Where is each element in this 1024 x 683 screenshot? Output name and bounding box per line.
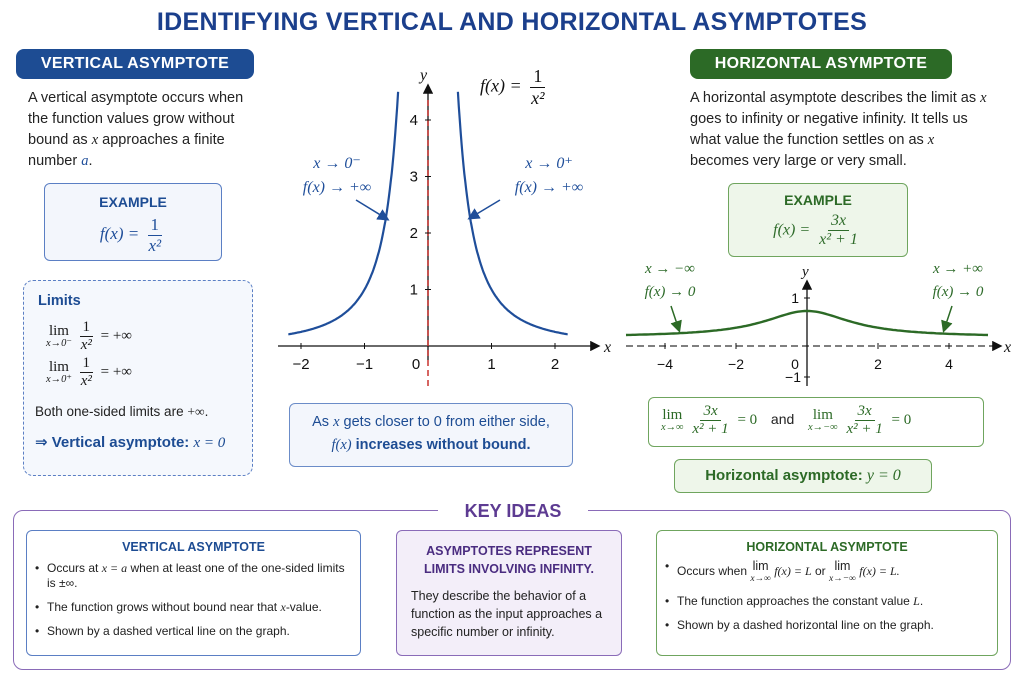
key-horizontal-bullet: • The function approaches the constant value L. (665, 594, 991, 609)
graph-note: As x gets closer to 0 from either side, f(x) increases without bound. (289, 403, 573, 467)
left-annotation-arrow (356, 200, 387, 219)
horizontal-example-box (728, 183, 908, 257)
graph-formula: f(x) = $\frac{1}{\text{x²}}$ (480, 66, 545, 108)
key-horizontal-bullet: • Occurs when lim x→∞ f(x) = L or lim x→−∞ f(x) = L. (665, 559, 991, 585)
horizontal-answer: Horizontal asymptote: y = 0 (674, 459, 932, 493)
y-axis-label: y (420, 67, 428, 84)
limits-title: Limits (38, 293, 81, 309)
y-tick-label: 3 (409, 168, 418, 186)
left-limit: lim x→0⁻ $\frac{1}{\text{x²}}$ = +∞ (46, 319, 132, 354)
x-tick-label: 0 (791, 356, 799, 372)
x-tick-label: −2 (292, 356, 310, 373)
key-vertical-bullet: • Occurs at x = a when at least one of the one-sided limits is ±∞. (35, 561, 354, 591)
key-vertical-card (26, 530, 361, 656)
y-tick-label: 2 (409, 225, 418, 242)
example-title: EXAMPLE (99, 194, 167, 210)
x-tick-label: −2 (728, 356, 744, 372)
right-annotation-arrow (470, 200, 500, 218)
x-axis-label: x (604, 339, 612, 356)
x-tick-label: 2 (874, 356, 882, 372)
reciprocal-square-graph (278, 67, 611, 390)
x-tick-label: −4 (657, 356, 673, 372)
vertical-conclusion: ⇒ Vertical asymptote: x = 0 (35, 434, 226, 451)
left-annotation-arrow (671, 306, 679, 330)
key-horizontal-bullet: • Shown by a dashed horizontal line on the graph. (665, 618, 991, 633)
example-formula: f(x) = $\frac{3x}{\text{x² + 1}}$ (773, 212, 858, 249)
y-tick-label: 1 (791, 290, 799, 306)
example-title: EXAMPLE (784, 192, 852, 208)
vertical-description: A vertical asymptote occurs when the function values grow without bound as x approaches a finite number a. (28, 90, 244, 169)
right-branch-curve (458, 92, 568, 334)
key-summary-text: They describe the behavior of a function as the input approaches a specific number or infinity. (411, 589, 603, 639)
key-vertical-bullet: • Shown by a dashed vertical line on the graph. (35, 624, 354, 639)
horizontal-description: A horizontal asymptote describes the limit as x goes to infinity or negative infinity. It tells us what value the function settles on as x becomes very large or very small. (690, 90, 987, 169)
positive-infinity-annotation: x → +∞ f(x) → 0 (932, 261, 984, 300)
both-limits-text: Both one-sided limits are +∞. (35, 404, 209, 419)
x-tick-label: 2 (550, 356, 560, 373)
x-axis-label: x (1004, 339, 1012, 356)
page-title: IDENTIFYING VERTICAL AND HORIZONTAL ASYMPTOTES (156, 8, 868, 36)
horizontal-asymptote-header: HORIZONTAL ASYMPTOTE (690, 49, 952, 79)
left-branch-curve (288, 92, 398, 334)
y-axis-label: y (802, 264, 809, 280)
y-tick-label: 1 (409, 281, 418, 299)
key-horizontal-title: HORIZONTAL ASYMPTOTE (746, 540, 908, 554)
left-side-annotation: x → 0⁻ f(x) → +∞ (302, 155, 372, 196)
negative-infinity-annotation: x → −∞ f(x) → 0 (644, 261, 696, 300)
x-tick-label: −1 (355, 356, 374, 373)
vertical-asymptote-header: VERTICAL ASYMPTOTE (16, 49, 254, 79)
key-summary-title: ASYMPTOTES REPRESENT LIMITS INVOLVING INFINITY. (424, 544, 594, 576)
x-tick-label: 1 (487, 356, 496, 373)
right-side-annotation: x → 0⁺ f(x) → +∞ (514, 155, 584, 196)
y-tick-label: 4 (409, 112, 418, 129)
key-horizontal-card (656, 530, 998, 656)
x-tick-label: 0 (411, 356, 421, 373)
key-vertical-title: VERTICAL ASYMPTOTE (122, 540, 265, 554)
horizontal-limits-box: lim x→∞ $\frac{3x}{\text{x² + 1}}$ = 0 and lim x→−∞ $\frac{3x}{\text{x² + 1}}$ = 0 (648, 397, 984, 447)
key-ideas-title: KEY IDEAS (464, 501, 562, 521)
right-annotation-arrow (944, 306, 952, 330)
example-formula: f(x) = $\frac{1}{\text{x²}}$ (99, 215, 162, 255)
key-summary-card (396, 530, 622, 656)
key-vertical-bullet: • The function grows without bound near that x-value. (35, 600, 354, 615)
y-tick-label: −1 (785, 369, 801, 385)
right-limit: lim x→0⁺ $\frac{1}{\text{x²}}$ = +∞ (46, 355, 132, 390)
x-tick-label: 4 (945, 356, 953, 372)
